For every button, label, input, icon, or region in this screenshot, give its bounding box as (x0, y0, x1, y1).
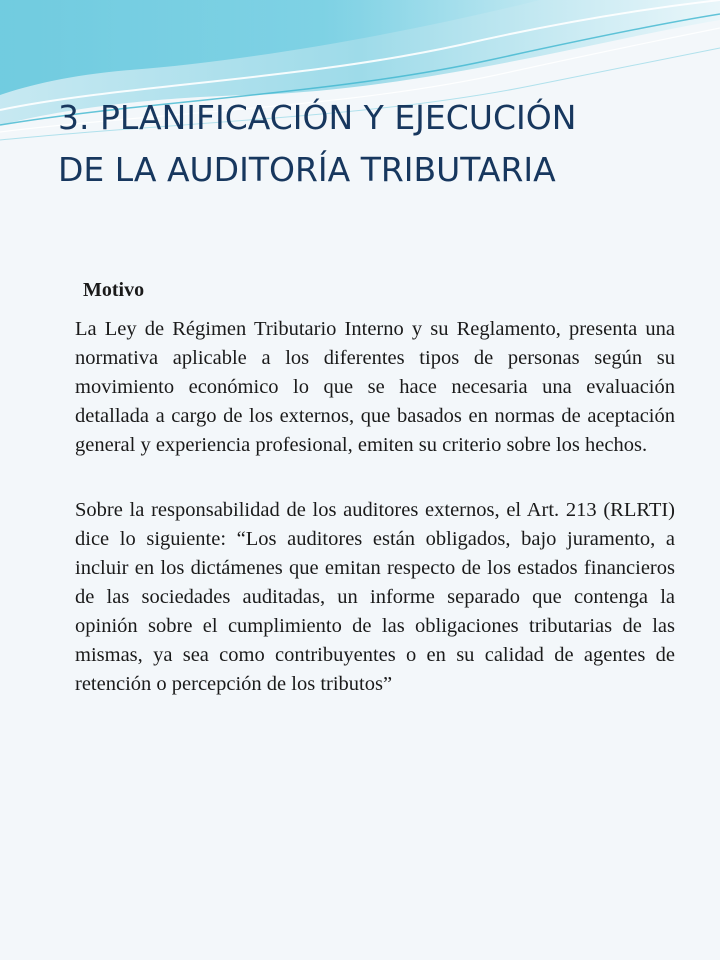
slide-title (58, 92, 688, 196)
paragraph-2: Sobre la responsabilidad de los auditores externos, el Art. 213 (RLRTI) dice lo siguiente: “Los auditores están obligados, bajo juramento, a incluir en los dictámenes que emitan respecto de los estados financieros de las sociedades auditadas, un informe separado que contenga la opinión sobre el cumplimiento de las obligaciones tributarias de las mismas, ya sea como contribuyentes o en su calidad de agentes de retención o percepción de los tributos” (75, 499, 675, 695)
section-heading: Motivo (83, 279, 145, 301)
title-line-2: DE LA AUDITORÍA TRIBUTARIA (58, 150, 556, 189)
paragraph-1: La Ley de Régimen Tributario Interno y su Reglamento, presenta una normativa aplicable a los diferentes tipos de personas según su movimiento económico lo que se hace necesaria una evaluación detallada a cargo de los externos, que basados en normas de aceptación general y experiencia profesional, emiten su criterio sobre los hechos. (75, 318, 675, 456)
title-line-1: 3. PLANIFICACIÓN Y EJECUCIÓN (58, 98, 577, 137)
slide-body (75, 276, 675, 699)
